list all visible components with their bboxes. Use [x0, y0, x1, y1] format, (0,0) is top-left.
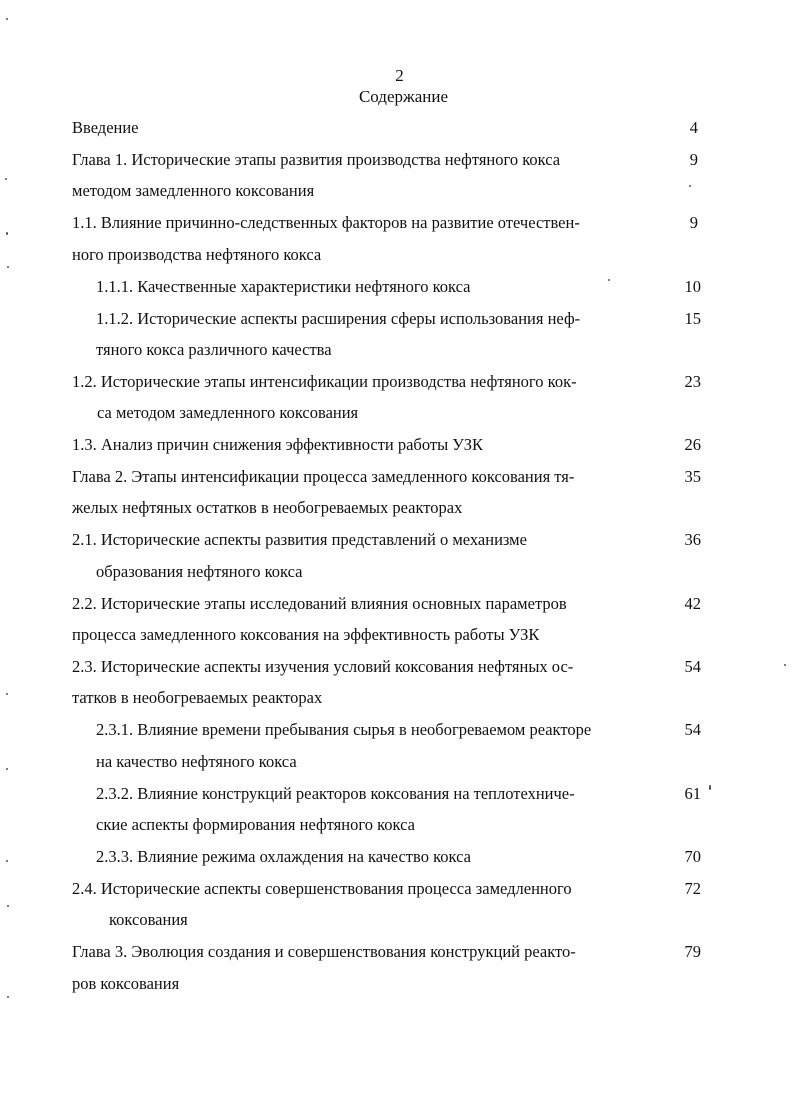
- toc-entry-text: 1.2. Исторические этапы интенсификации производства нефтяного кок-: [72, 372, 577, 391]
- scan-speck: [709, 785, 711, 790]
- toc-entry-text: 2.3.1. Влияние времени пребывания сырья в необогреваемом реакторе: [96, 720, 592, 739]
- toc-entry-text: 2.4. Исторические аспекты совершенствования процесса замедленного: [72, 879, 572, 898]
- toc-entry-text: 2.2. Исторические этапы исследований влияния основных параметров: [72, 594, 567, 613]
- toc-entry-page: 9: [689, 213, 698, 232]
- scan-speck: [7, 996, 9, 998]
- toc-entry-text: методом замедленного коксования: [72, 181, 315, 200]
- toc-entry-text: процесса замедленного коксования на эффективность работы УЗК: [72, 625, 540, 644]
- scan-speck: [689, 185, 691, 187]
- scan-speck: [5, 178, 7, 180]
- page-number: 2: [395, 66, 404, 85]
- toc-entry-text: 1.1.2. Исторические аспекты расширения сферы использования неф-: [96, 309, 581, 328]
- toc-entry-page: 36: [684, 530, 701, 549]
- toc-entry-page: 54: [684, 720, 701, 739]
- toc-entry-page: 15: [684, 309, 701, 328]
- toc-entry-page: 4: [689, 118, 698, 137]
- toc-entry-text: желых нефтяных остатков в необогреваемых реакторах: [72, 498, 463, 517]
- toc-entry-text: 2.3. Исторические аспекты изучения условий коксования нефтяных ос-: [72, 657, 574, 676]
- toc-entry-text: ские аспекты формирования нефтяного кокса: [96, 815, 415, 834]
- toc-entry-page: 61: [684, 784, 701, 803]
- toc-entry-page: 26: [684, 435, 701, 454]
- scan-speck: [784, 664, 786, 666]
- toc-entry-text: на качество нефтяного кокса: [96, 752, 297, 771]
- toc-entry-text: Введение: [72, 118, 139, 137]
- scan-speck: [7, 905, 9, 907]
- toc-entry-text: татков в необогреваемых реакторах: [72, 688, 323, 707]
- toc-entry-text: коксования: [109, 910, 188, 929]
- toc-entry-text: 1.1. Влияние причинно-следственных факторов на развитие отечествен-: [72, 213, 580, 232]
- toc-entry-page: 70: [684, 847, 701, 866]
- scan-speck: [6, 232, 8, 235]
- toc-entry-page: 79: [684, 942, 701, 961]
- toc-entry-text: Глава 3. Эволюция создания и совершенствования конструкций реакто-: [72, 942, 576, 961]
- scan-speck: [608, 279, 610, 281]
- toc-entry-page: 35: [684, 467, 701, 486]
- toc-entry-text: Глава 1. Исторические этапы развития производства нефтяного кокса: [72, 150, 561, 169]
- toc-entry-text: 1.3. Анализ причин снижения эффективности работы УЗК: [72, 435, 484, 454]
- toc-entry-page: 42: [684, 594, 701, 613]
- toc-entry-text: Глава 2. Этапы интенсификации процесса замедленного коксования тя-: [72, 467, 575, 486]
- toc-entry-text: ров коксования: [72, 974, 180, 993]
- toc-entry-page: 10: [684, 277, 701, 296]
- toc-entry-page: 23: [684, 372, 701, 391]
- page-title: Содержание: [358, 87, 449, 106]
- toc-entry-text: 1.1.1. Качественные характеристики нефтяного кокса: [96, 277, 471, 296]
- scan-speck: [6, 768, 8, 770]
- toc-entry-text: тяного кокса различного качества: [96, 340, 332, 359]
- toc-entry-text: 2.3.3. Влияние режима охлаждения на качество кокса: [96, 847, 471, 866]
- scan-speck: [6, 18, 8, 20]
- toc-entry-page: 72: [684, 879, 701, 898]
- toc-entry-text: са методом замедленного коксования: [97, 403, 359, 422]
- toc-entry-page: 9: [689, 150, 698, 169]
- scan-speck: [7, 266, 9, 268]
- toc-entry-page: 54: [684, 657, 701, 676]
- toc-entry-text: 2.1. Исторические аспекты развития представлений о механизме: [72, 530, 527, 549]
- toc-entry-text: ного производства нефтяного кокса: [72, 245, 322, 264]
- scan-speck: [6, 860, 8, 862]
- toc-entry-text: образования нефтяного кокса: [96, 562, 303, 581]
- toc-entry-text: 2.3.2. Влияние конструкций реакторов коксования на теплотехниче-: [96, 784, 575, 803]
- scan-speck: [6, 693, 8, 695]
